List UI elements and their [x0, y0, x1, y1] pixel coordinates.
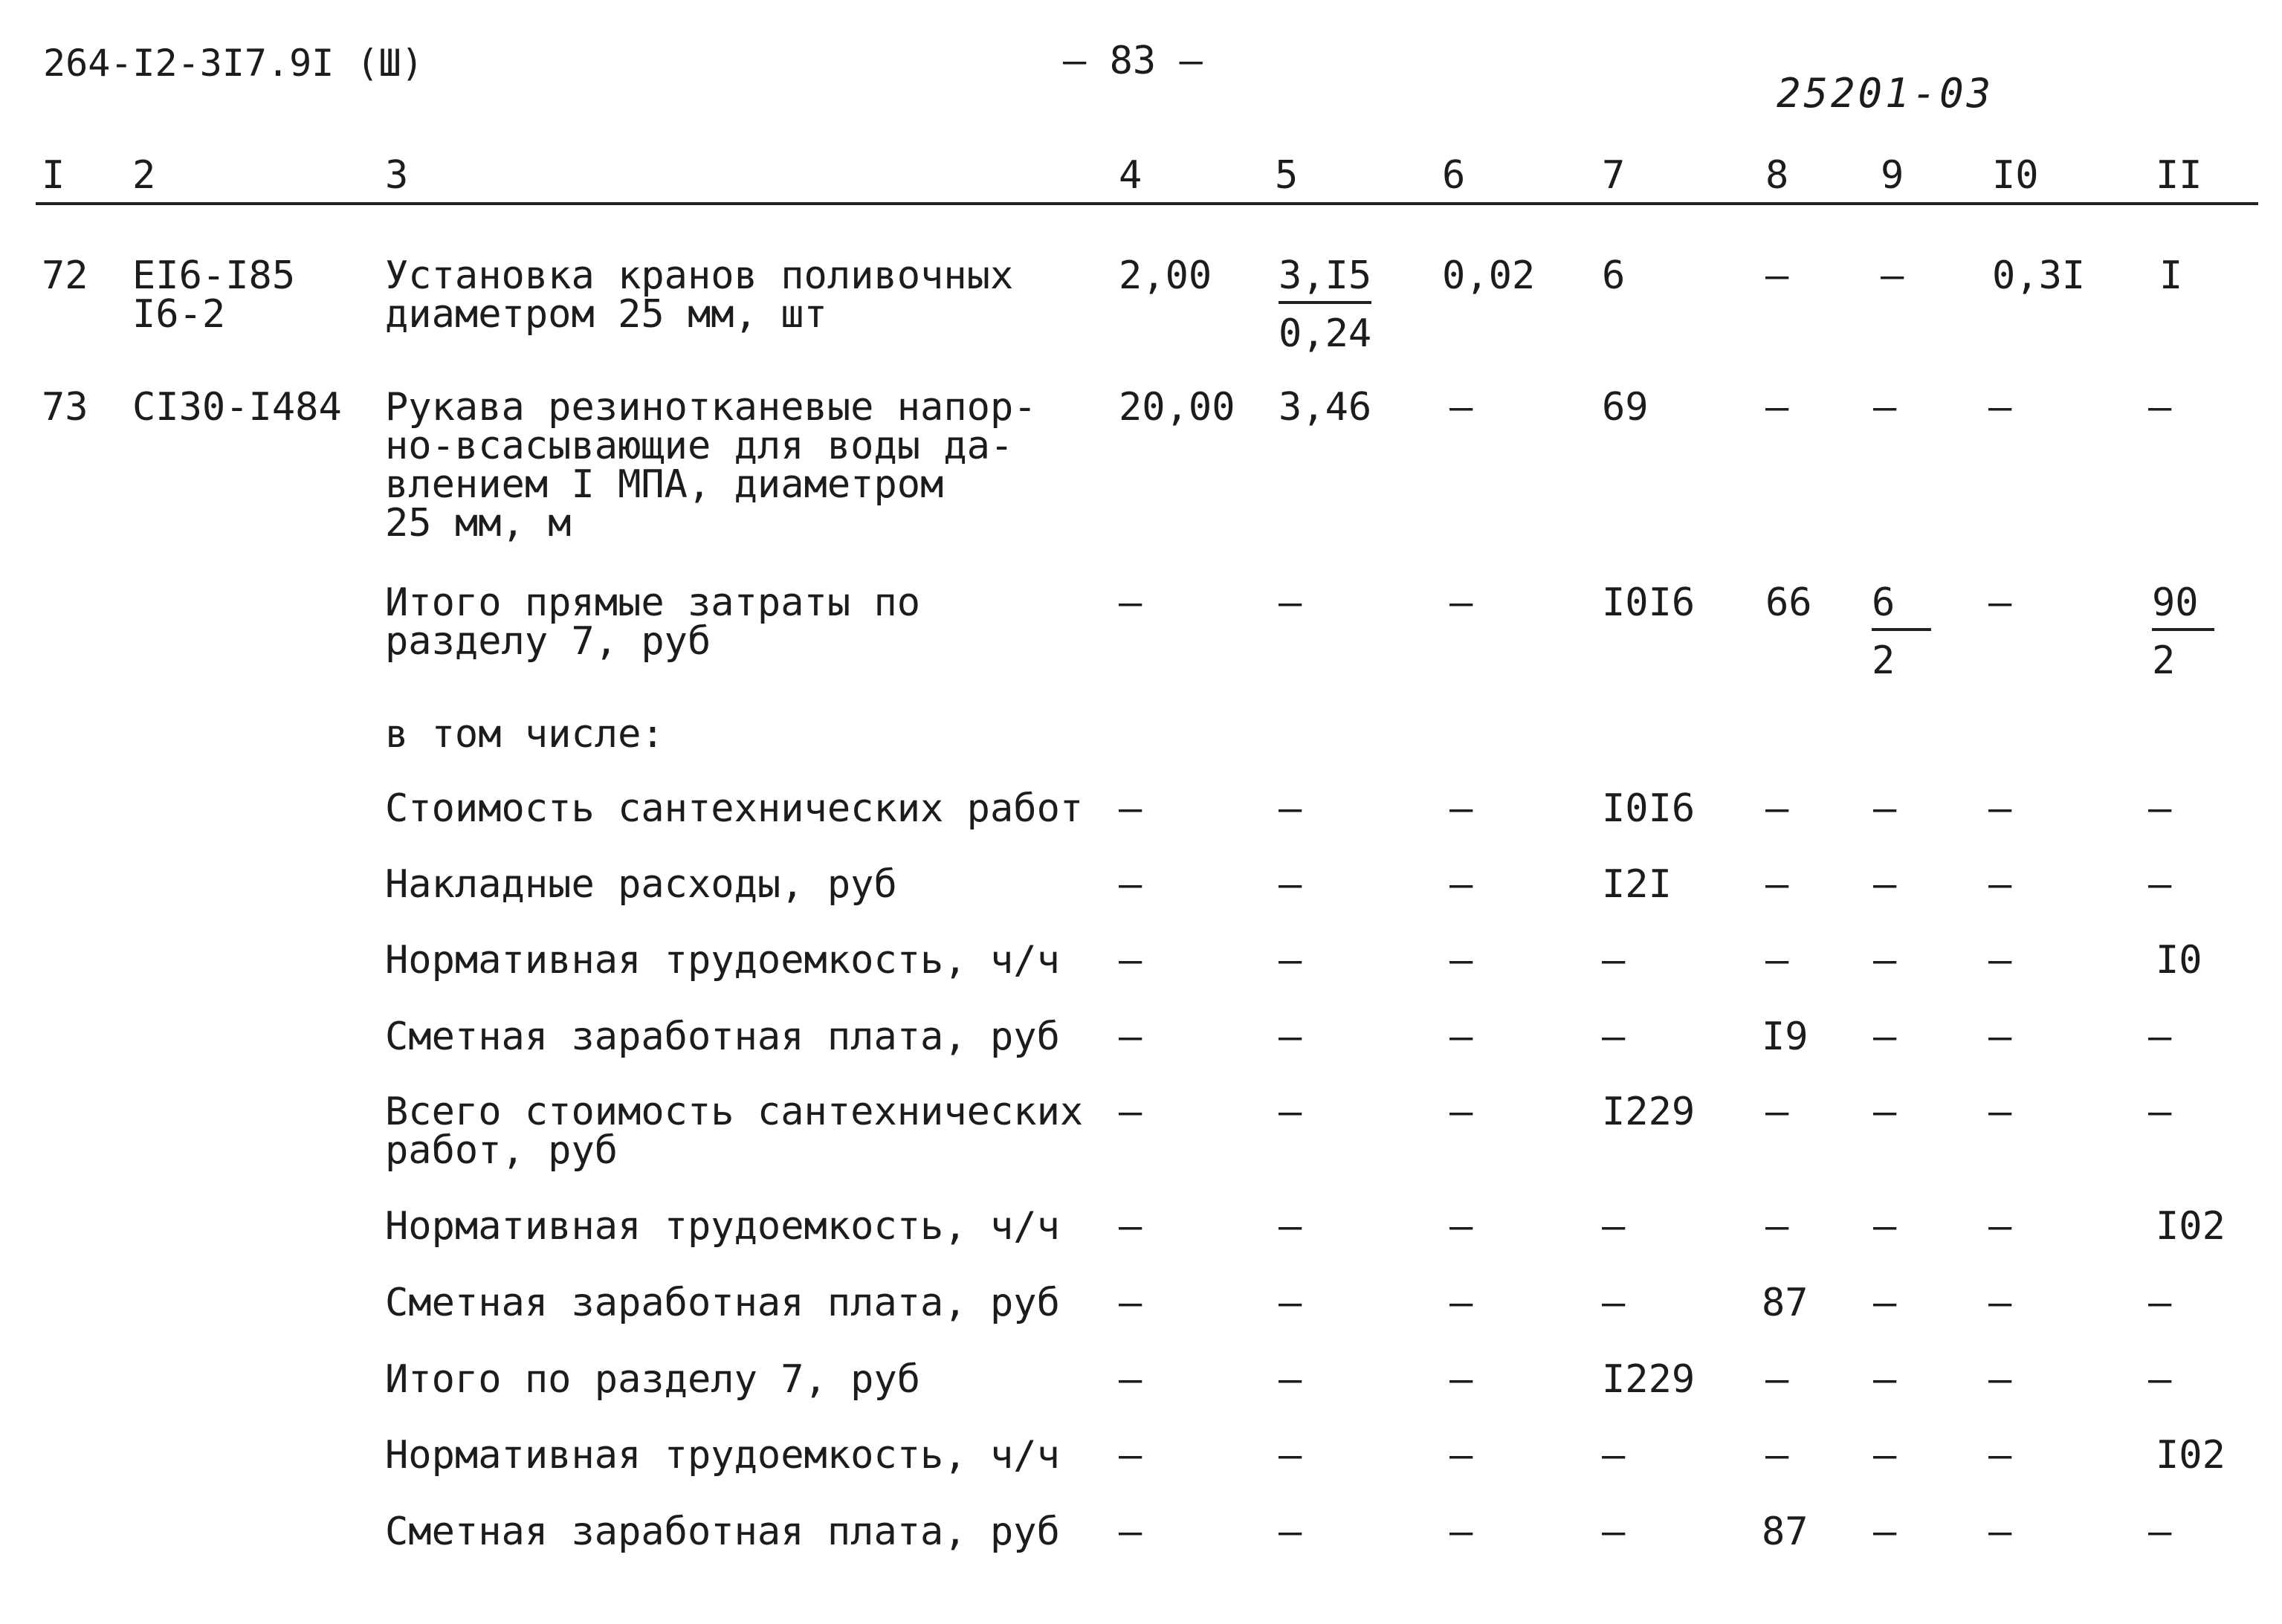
summary-line-label: Сметная заработная плата, руб [385, 1510, 1060, 1554]
direct-costs-col8: 66 [1765, 580, 1812, 625]
summary-line-c11: I0 [2156, 938, 2202, 983]
column-header-7: 7 [1602, 153, 1626, 198]
summary-line-c7: – [1602, 1433, 1626, 1478]
row-72-description: Установка кранов поливочных диаметром 25 мм, шт [385, 253, 1014, 337]
column-header-9: 9 [1881, 153, 1904, 198]
summary-line-c6: – [1449, 1281, 1473, 1325]
row-73-col4: 20,00 [1119, 385, 1235, 430]
summary-line-c6: – [1449, 1510, 1473, 1554]
summary-line-c10: – [1988, 1510, 2012, 1554]
row-72-col9: – [1881, 253, 1904, 298]
direct-costs-col6: – [1449, 580, 1473, 625]
row-72-col5-numerator: 3,I5 [1279, 256, 1371, 304]
including-label: в том числе: [385, 712, 665, 757]
direct-costs-col9-fraction [1872, 580, 1931, 683]
row-73-code: CI30-I484 [132, 385, 342, 430]
row-72-col6: 0,02 [1442, 253, 1536, 298]
summary-line-c9: – [1873, 1433, 1897, 1478]
column-header-1: I [42, 153, 65, 198]
row-73-col8: – [1765, 385, 1789, 430]
summary-line-c10: – [1988, 1357, 2012, 1402]
direct-costs-col9-numerator: 6 [1872, 583, 1931, 631]
summary-line-c7: – [1602, 1204, 1626, 1249]
direct-costs-col4: – [1119, 580, 1142, 625]
summary-line-c7: – [1602, 1510, 1626, 1554]
row-73-number: 73 [42, 385, 88, 430]
summary-line-c9: – [1873, 1357, 1897, 1402]
document-code: 264-I2-3I7.9I (Ш) [43, 42, 424, 85]
summary-line-c7: I229 [1602, 1090, 1696, 1134]
summary-line-c5: – [1279, 1015, 1302, 1059]
summary-line-c8: – [1765, 862, 1789, 907]
summary-line-c10: – [1988, 862, 2012, 907]
summary-line-c4: – [1119, 1357, 1142, 1402]
summary-line-c6: – [1449, 1015, 1473, 1059]
direct-costs-col11-numerator: 90 [2152, 583, 2214, 631]
summary-line-c11: – [2148, 786, 2172, 831]
summary-line-c9: – [1873, 786, 1897, 831]
direct-costs-label: Итого прямые затраты по разделу 7, руб [385, 580, 921, 664]
summary-line-c5: – [1279, 1510, 1302, 1554]
summary-line-c6: – [1449, 1204, 1473, 1249]
summary-line-c5: – [1279, 1090, 1302, 1134]
column-header-8: 8 [1765, 153, 1789, 198]
row-72-col10: 0,3I [1992, 253, 2086, 298]
summary-line-c8: 87 [1762, 1510, 1809, 1554]
summary-line-c5: – [1279, 938, 1302, 983]
summary-line-c7: – [1602, 938, 1626, 983]
summary-line-label: Нормативная трудоемкость, ч/ч [385, 1204, 1060, 1249]
summary-line-c10: – [1988, 1281, 2012, 1325]
summary-line-c8: – [1765, 1204, 1789, 1249]
page-number: – 83 – [1063, 39, 1203, 83]
summary-line-c9: – [1873, 1015, 1897, 1059]
summary-line-c8: 87 [1762, 1281, 1809, 1325]
summary-line-c11: – [2148, 1281, 2172, 1325]
row-72-col7: 6 [1602, 253, 1626, 298]
summary-line-c8: – [1765, 1357, 1789, 1402]
summary-line-c9: – [1873, 862, 1897, 907]
summary-line-c11: – [2148, 1090, 2172, 1134]
handwritten-stamp: 25201-03 [1777, 70, 1994, 117]
summary-line-c5: – [1279, 1357, 1302, 1402]
summary-line-c10: – [1988, 786, 2012, 831]
summary-line-c11: – [2148, 1357, 2172, 1402]
summary-line-c7: – [1602, 1281, 1626, 1325]
row-72-col11: I [2159, 253, 2183, 298]
summary-line-c5: – [1279, 1281, 1302, 1325]
summary-line-c4: – [1119, 1015, 1142, 1059]
row-72-code: EI6-I85 I6-2 [132, 253, 296, 337]
summary-line-c5: – [1279, 862, 1302, 907]
summary-line-c10: – [1988, 1204, 2012, 1249]
summary-line-c6: – [1449, 1357, 1473, 1402]
direct-costs-col11-fraction [2152, 580, 2214, 683]
summary-line-c10: – [1988, 1433, 2012, 1478]
summary-line-c6: – [1449, 1433, 1473, 1478]
direct-costs-col9-denominator: 2 [1872, 638, 1895, 683]
summary-line-label: Итого по разделу 7, руб [385, 1357, 921, 1402]
column-header-2: 2 [132, 153, 156, 198]
summary-line-label: Сметная заработная плата, руб [385, 1015, 1060, 1059]
summary-line-label: Накладные расходы, руб [385, 862, 897, 907]
direct-costs-col5: – [1279, 580, 1302, 625]
direct-costs-col11-denominator: 2 [2152, 638, 2176, 683]
summary-line-c4: – [1119, 1433, 1142, 1478]
summary-line-c11: – [2148, 862, 2172, 907]
row-72-number: 72 [42, 253, 88, 298]
summary-line-c4: – [1119, 1281, 1142, 1325]
summary-line-c10: – [1988, 938, 2012, 983]
summary-line-c9: – [1873, 1204, 1897, 1249]
summary-line-c9: – [1873, 1090, 1897, 1134]
row-73-col7: 69 [1602, 385, 1649, 430]
column-header-10: I0 [1992, 153, 2039, 198]
summary-line-c8: I9 [1762, 1015, 1809, 1059]
column-header-4: 4 [1119, 153, 1142, 198]
row-72-col5-denominator: 0,24 [1279, 311, 1372, 356]
row-73-col6: – [1449, 385, 1473, 430]
row-73-col11: – [2148, 385, 2172, 430]
summary-line-c4: – [1119, 786, 1142, 831]
summary-line-c7: I0I6 [1602, 786, 1696, 831]
header-rule [36, 202, 2258, 205]
summary-line-label: Стоимость сантехнических работ [385, 786, 1084, 831]
direct-costs-col7: I0I6 [1602, 580, 1696, 625]
summary-line-c8: – [1765, 1433, 1789, 1478]
summary-line-c6: – [1449, 1090, 1473, 1134]
summary-line-label: Нормативная трудоемкость, ч/ч [385, 938, 1060, 983]
summary-line-c11: I02 [2156, 1204, 2226, 1249]
summary-line-c5: – [1279, 786, 1302, 831]
summary-line-c4: – [1119, 1090, 1142, 1134]
summary-line-c8: – [1765, 786, 1789, 831]
row-73-col5: 3,46 [1279, 385, 1372, 430]
summary-line-c11: – [2148, 1510, 2172, 1554]
summary-line-c11: I02 [2156, 1433, 2226, 1478]
summary-line-c5: – [1279, 1433, 1302, 1478]
row-73-description: Рукава резинотканевые напор- но-всасывающие для воды да- влением I МПА, диаметром 25 мм, м [385, 385, 1037, 546]
summary-line-label: Сметная заработная плата, руб [385, 1281, 1060, 1325]
summary-line-c6: – [1449, 862, 1473, 907]
summary-line-c4: – [1119, 938, 1142, 983]
row-73-col10: – [1988, 385, 2012, 430]
summary-line-c10: – [1988, 1015, 2012, 1059]
summary-line-c8: – [1765, 938, 1789, 983]
summary-line-label: Всего стоимость сантехнических работ, руб [385, 1090, 1084, 1173]
summary-line-c4: – [1119, 862, 1142, 907]
direct-costs-col10: – [1988, 580, 2012, 625]
summary-line-c11: – [2148, 1015, 2172, 1059]
summary-line-c6: – [1449, 938, 1473, 983]
column-header-6: 6 [1442, 153, 1466, 198]
summary-line-c4: – [1119, 1204, 1142, 1249]
summary-line-c6: – [1449, 786, 1473, 831]
row-73-col9: – [1873, 385, 1897, 430]
summary-line-c4: – [1119, 1510, 1142, 1554]
column-header-5: 5 [1275, 153, 1299, 198]
column-header-3: 3 [385, 153, 409, 198]
summary-line-c7: I229 [1602, 1357, 1696, 1402]
summary-line-c7: I2I [1602, 862, 1672, 907]
summary-line-c5: – [1279, 1204, 1302, 1249]
summary-line-label: Нормативная трудоемкость, ч/ч [385, 1433, 1060, 1478]
summary-line-c8: – [1765, 1090, 1789, 1134]
summary-line-c9: – [1873, 1510, 1897, 1554]
summary-line-c10: – [1988, 1090, 2012, 1134]
summary-line-c9: – [1873, 1281, 1897, 1325]
summary-line-c9: – [1873, 938, 1897, 983]
summary-line-c7: – [1602, 1015, 1626, 1059]
row-72-col4: 2,00 [1119, 253, 1212, 298]
row-72-col8: – [1765, 253, 1789, 298]
row-72-col5-fraction [1279, 253, 1372, 356]
column-header-11: II [2156, 153, 2202, 198]
